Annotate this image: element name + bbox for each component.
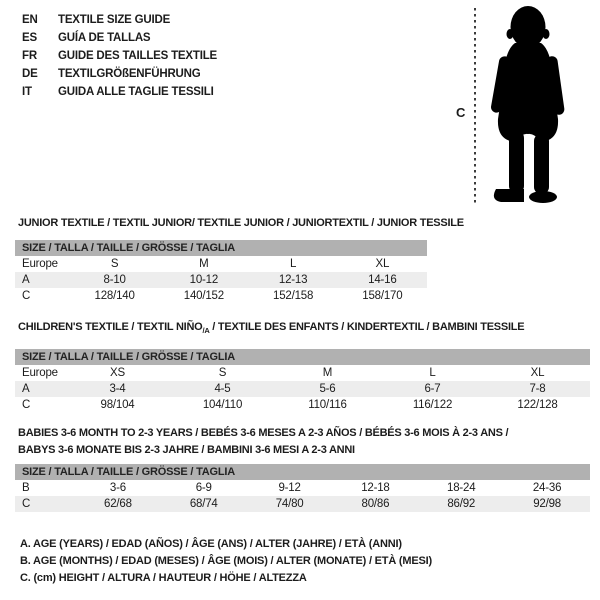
row-label: Europe — [22, 367, 58, 379]
height-measure-label: C — [456, 105, 466, 120]
lang-code: DE — [22, 68, 38, 80]
table-cell: M — [199, 258, 209, 270]
table-cell: 6-9 — [195, 482, 212, 494]
babies-size-table — [15, 464, 590, 512]
table-cell: 158/170 — [362, 290, 403, 302]
toddler-silhouette-icon — [482, 3, 577, 207]
legend-notes — [20, 536, 432, 587]
row-label: A — [22, 383, 30, 395]
table-cell: 4-5 — [214, 383, 231, 395]
heading-text: CHILDREN'S TEXTILE / TEXTIL NIÑO — [18, 321, 203, 333]
table-cell: 74/80 — [275, 498, 304, 510]
table-row — [15, 381, 590, 397]
table-cell: XS — [110, 367, 125, 379]
heading-text: / TEXTILE DES ENFANTS / KINDERTEXTIL / BAMBINI TESSILE — [209, 321, 525, 333]
table-cell: 140/152 — [183, 290, 224, 302]
table-cell: 18-24 — [447, 482, 476, 494]
heading-subscript: /A — [202, 326, 210, 336]
size-header-band: SIZE / TALLA / TAILLE / GRÖSSE / TAGLIA — [15, 464, 590, 480]
table-cell: 98/104 — [100, 399, 135, 411]
lang-code: EN — [22, 14, 38, 26]
size-header-band: SIZE / TALLA / TAILLE / GRÖSSE / TAGLIA — [15, 349, 590, 365]
row-label: C — [22, 290, 31, 302]
table-cell: 24-36 — [532, 482, 562, 494]
table-cell: 92/98 — [533, 498, 561, 510]
table-cell: L — [290, 258, 297, 270]
row-label: Europe — [22, 258, 58, 270]
row-label: B — [22, 482, 30, 494]
table-cell: 122/128 — [517, 399, 558, 411]
table-row — [15, 256, 427, 272]
table-cell: XL — [375, 258, 390, 270]
table-cell: 80/86 — [361, 498, 390, 510]
row-label: C — [22, 498, 31, 510]
lang-row-fr — [22, 47, 217, 65]
table-cell: 86/92 — [447, 498, 476, 510]
heading-line: BABYS 3-6 MONATE BIS 2-3 JAHRE / BAMBINI 3-6 MESI A 2-3 ANNI — [18, 444, 355, 456]
table-cell: 6-7 — [424, 383, 441, 395]
language-title-list — [22, 11, 217, 101]
table-cell: 116/122 — [412, 399, 453, 411]
table-cell: 5-6 — [319, 383, 336, 395]
lang-row-en — [22, 11, 217, 29]
table-cell: 12-18 — [361, 482, 390, 494]
table-cell: 14-16 — [368, 274, 397, 286]
table-row — [15, 272, 427, 288]
lang-label: TEXTILGRÖßENFÜHRUNG — [58, 68, 201, 80]
table-cell: 62/68 — [104, 498, 132, 510]
lang-label: GUIDA ALLE TAGLIE TESSILI — [58, 86, 214, 98]
row-label: C — [22, 399, 31, 411]
table-cell: 152/158 — [273, 290, 314, 302]
note-height-cm: C. (cm) HEIGHT / ALTURA / HAUTEUR / HÖHE / ALTEZZA — [20, 572, 307, 584]
table-cell: 110/116 — [308, 399, 347, 411]
table-row — [15, 288, 427, 304]
table-cell: 9-12 — [278, 482, 301, 494]
lang-row-es — [22, 29, 217, 47]
note-age-months: B. AGE (MONTHS) / EDAD (MESES) / ÂGE (MOIS) / ALTER (MONATE) / ETÀ (MESI) — [20, 555, 432, 567]
table-cell: 10-12 — [189, 274, 219, 286]
size-header-band: SIZE / TALLA / TAILLE / GRÖSSE / TAGLIA — [15, 240, 427, 256]
height-dotted-line — [474, 8, 476, 206]
lang-code: FR — [22, 50, 37, 62]
lang-label: GUÍA DE TALLAS — [58, 32, 151, 44]
junior-size-table — [15, 240, 427, 304]
table-row — [15, 480, 590, 496]
table-row — [15, 496, 590, 512]
table-cell: 12-13 — [278, 274, 308, 286]
babies-section-heading — [18, 425, 508, 459]
table-cell: 7-8 — [529, 383, 546, 395]
children-size-table — [15, 349, 590, 413]
lang-row-it — [22, 83, 217, 101]
table-cell: S — [110, 258, 119, 270]
lang-label: GUIDE DES TAILLES TEXTILE — [58, 50, 217, 62]
table-row — [15, 365, 590, 381]
row-label: A — [22, 274, 30, 286]
table-cell: 3-4 — [109, 383, 126, 395]
table-cell: 104/110 — [202, 399, 243, 411]
table-cell: M — [322, 367, 333, 379]
lang-row-de — [22, 65, 217, 83]
children-section-heading — [18, 321, 524, 335]
table-row — [15, 397, 590, 413]
heading-line: BABIES 3-6 MONTH TO 2-3 YEARS / BEBÉS 3-6 MESES A 2-3 AÑOS / BÉBÉS 3-6 MOIS À 2-3 ANS / — [18, 427, 509, 439]
table-cell: S — [218, 367, 227, 379]
table-cell: 128/140 — [94, 290, 135, 302]
table-cell: 68/74 — [189, 498, 218, 510]
table-cell: L — [429, 367, 436, 379]
lang-label: TEXTILE SIZE GUIDE — [58, 14, 171, 26]
table-cell: 8-10 — [103, 274, 126, 286]
table-cell: 3-6 — [109, 482, 126, 494]
lang-code: ES — [22, 32, 37, 44]
junior-section-heading: JUNIOR TEXTILE / TEXTIL JUNIOR/ TEXTILE JUNIOR / JUNIORTEXTIL / JUNIOR TESSILE — [18, 217, 464, 229]
table-cell: XL — [530, 367, 545, 379]
lang-code: IT — [22, 86, 32, 98]
note-age-years: A. AGE (YEARS) / EDAD (AÑOS) / ÂGE (ANS) / ALTER (JAHRE) / ETÀ (ANNI) — [20, 538, 402, 550]
